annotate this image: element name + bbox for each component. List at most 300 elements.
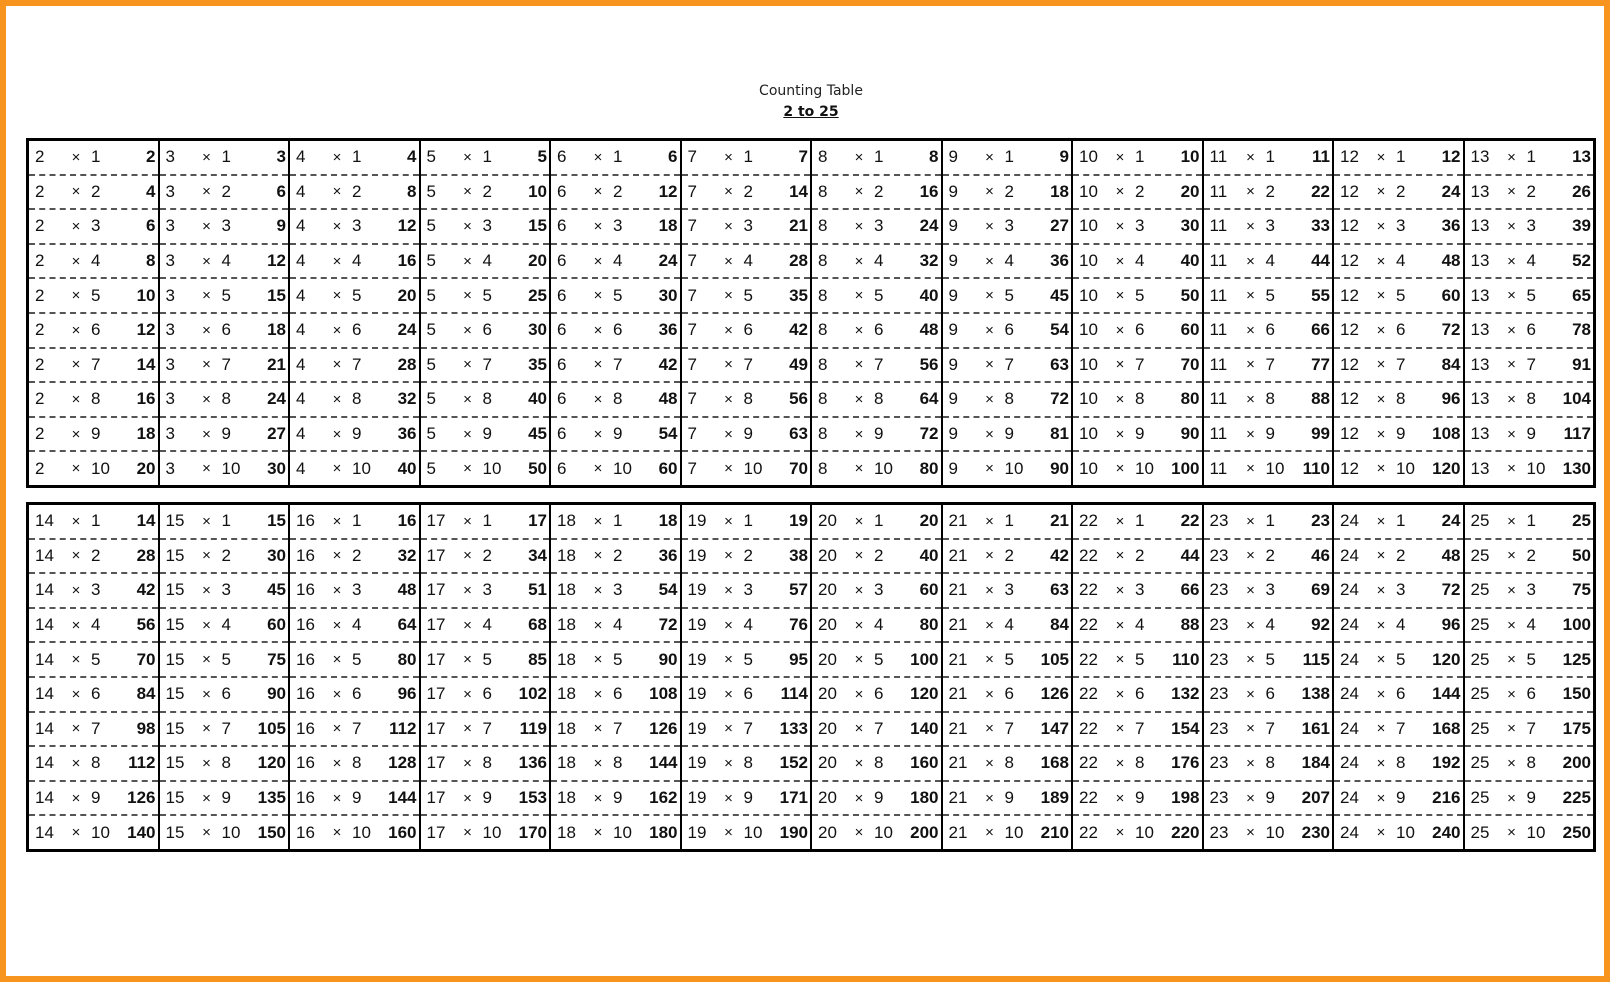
multiply-sign: × — [202, 720, 211, 738]
multiplier: 10 — [743, 458, 763, 478]
table-row — [812, 349, 941, 384]
table-row — [943, 210, 1072, 245]
multiplicand: 6 — [557, 216, 567, 236]
product: 48 — [919, 320, 939, 340]
table-row — [421, 678, 550, 713]
multiplicand: 17 — [426, 684, 446, 704]
product: 18 — [136, 424, 156, 444]
multiplicand: 20 — [818, 788, 837, 808]
multiplier: 2 — [482, 545, 492, 565]
product: 98 — [136, 718, 156, 738]
table-row — [943, 713, 1072, 748]
multiply-sign: × — [1115, 217, 1125, 235]
multiplicand: 17 — [426, 788, 446, 808]
multiplier: 6 — [1135, 684, 1145, 704]
table-row — [1465, 782, 1594, 817]
product: 48 — [1441, 545, 1461, 565]
table-row — [551, 540, 680, 575]
product: 5 — [537, 147, 547, 167]
multiplier: 6 — [482, 320, 492, 340]
multiplicand: 23 — [1209, 684, 1229, 704]
product: 20 — [1180, 181, 1200, 201]
product: 176 — [1171, 753, 1200, 773]
multiplier: 2 — [874, 545, 884, 565]
product: 32 — [397, 545, 417, 565]
product: 3 — [276, 147, 286, 167]
table-row — [943, 279, 1072, 314]
multiplier: 7 — [1004, 718, 1014, 738]
product: 120 — [1432, 649, 1461, 669]
multiplier: 4 — [482, 615, 492, 635]
multiply-sign: × — [1115, 789, 1125, 807]
multiply-sign: × — [1376, 685, 1386, 703]
multiplier: 9 — [1396, 424, 1406, 444]
multiplicand: 15 — [165, 649, 185, 669]
table-row — [421, 210, 550, 245]
multiply-sign: × — [854, 720, 864, 738]
multiplier: 9 — [1004, 788, 1014, 808]
product: 36 — [658, 320, 678, 340]
multiplicand: 13 — [1470, 181, 1490, 201]
multiplicand: 10 — [1079, 389, 1098, 409]
multiply-sign: × — [854, 547, 864, 565]
multiplier: 1 — [1396, 147, 1406, 167]
multiplicand: 9 — [948, 251, 958, 271]
multiplicand: 19 — [687, 615, 707, 635]
table-column-13 — [1465, 141, 1594, 485]
multiply-sign: × — [593, 581, 603, 599]
multiply-sign: × — [854, 252, 864, 270]
multiplier: 5 — [352, 285, 362, 305]
multiply-sign: × — [854, 789, 864, 807]
multiplicand: 11 — [1209, 285, 1228, 305]
table-row — [1073, 816, 1202, 849]
multiplier: 6 — [1004, 684, 1014, 704]
multiply-sign: × — [1246, 720, 1255, 738]
multiply-sign: × — [854, 183, 864, 201]
multiplicand: 25 — [1470, 684, 1490, 704]
product: 24 — [1441, 181, 1461, 201]
product: 30 — [1180, 216, 1200, 236]
multiply-sign: × — [463, 616, 472, 634]
multiplier: 9 — [874, 424, 884, 444]
product: 90 — [1180, 424, 1200, 444]
multiplier: 1 — [1135, 147, 1145, 167]
multiply-sign: × — [332, 512, 342, 530]
multiplier: 8 — [1135, 389, 1145, 409]
multiplicand: 3 — [165, 251, 175, 271]
product: 90 — [658, 649, 678, 669]
multiply-sign: × — [71, 460, 81, 478]
multiplier: 7 — [1004, 354, 1014, 374]
product: 20 — [136, 458, 156, 478]
product: 32 — [919, 251, 939, 271]
multiply-sign: × — [985, 252, 994, 270]
table-row — [812, 574, 941, 609]
multiplier: 9 — [91, 788, 101, 808]
table-row — [421, 713, 550, 748]
multiplier: 8 — [613, 389, 623, 409]
table-row — [1334, 418, 1463, 453]
multiplicand: 24 — [1340, 684, 1359, 704]
table-row — [1465, 279, 1594, 314]
multiplier: 3 — [221, 216, 231, 236]
multiplicand: 9 — [948, 424, 958, 444]
multiplier: 9 — [613, 788, 623, 808]
product: 112 — [389, 718, 417, 738]
multiply-sign: × — [593, 252, 603, 270]
multiplicand: 4 — [296, 354, 306, 374]
table-row — [551, 314, 680, 349]
multiplier: 4 — [874, 251, 884, 271]
multiplier: 10 — [1396, 458, 1415, 478]
multiply-sign: × — [1246, 754, 1255, 772]
multiplier: 9 — [1004, 424, 1014, 444]
multiplier: 5 — [613, 649, 623, 669]
table-row — [812, 643, 941, 678]
product: 26 — [1572, 181, 1591, 201]
product: 72 — [1441, 580, 1461, 600]
product: 92 — [1311, 615, 1330, 635]
product: 6 — [668, 147, 678, 167]
table-row — [682, 141, 811, 176]
multiplicand: 20 — [818, 511, 837, 531]
multiplier: 4 — [743, 615, 753, 635]
multiplier: 10 — [352, 458, 371, 478]
multiply-sign: × — [1507, 824, 1516, 842]
table-row — [682, 643, 811, 678]
product: 22 — [1311, 181, 1330, 201]
multiply-sign: × — [593, 685, 603, 703]
multiply-sign: × — [854, 390, 864, 408]
multiply-sign: × — [985, 460, 994, 478]
multiplicand: 3 — [165, 216, 175, 236]
table-row — [160, 574, 289, 609]
table-row — [421, 782, 550, 817]
product: 30 — [267, 458, 286, 478]
table-row — [812, 782, 941, 817]
table-row — [29, 314, 158, 349]
multiplicand: 9 — [948, 216, 958, 236]
table-row — [29, 540, 158, 575]
product: 126 — [1040, 684, 1069, 704]
product: 69 — [1311, 580, 1330, 600]
multiplicand: 10 — [1079, 181, 1098, 201]
table-row — [551, 383, 680, 418]
multiplicand: 13 — [1470, 216, 1490, 236]
multiplier: 3 — [1135, 580, 1145, 600]
multiply-sign: × — [332, 321, 342, 339]
table-row — [1334, 383, 1463, 418]
product: 15 — [267, 511, 286, 531]
multiply-sign: × — [1246, 321, 1255, 339]
table-row — [682, 452, 811, 485]
multiply-sign: × — [463, 287, 472, 305]
multiplicand: 16 — [296, 684, 315, 704]
multiply-sign: × — [1115, 616, 1125, 634]
multiplier: 8 — [1004, 389, 1014, 409]
multiplier: 3 — [1265, 216, 1275, 236]
multiply-sign: × — [1376, 754, 1386, 772]
multiplier: 4 — [1526, 251, 1536, 271]
table-row — [682, 418, 811, 453]
product: 45 — [528, 424, 547, 444]
table-row — [1465, 141, 1594, 176]
multiplicand: 24 — [1340, 649, 1359, 669]
multiplier: 7 — [91, 718, 101, 738]
table-row — [1334, 210, 1463, 245]
multiplicand: 3 — [165, 389, 175, 409]
multiplier: 3 — [743, 216, 753, 236]
table-row — [1073, 540, 1202, 575]
table-column-9 — [943, 141, 1074, 485]
multiplicand: 16 — [296, 615, 315, 635]
multiplier: 8 — [352, 753, 362, 773]
multiply-sign: × — [985, 720, 994, 738]
multiplier: 9 — [221, 788, 231, 808]
multiplicand: 16 — [296, 545, 315, 565]
multiplier: 3 — [352, 580, 362, 600]
table-row — [29, 349, 158, 384]
table-row — [421, 540, 550, 575]
multiply-sign: × — [463, 651, 472, 669]
table-row — [551, 609, 680, 644]
multiplier: 2 — [1004, 545, 1014, 565]
multiplicand: 21 — [948, 511, 968, 531]
multiplier: 1 — [874, 147, 884, 167]
table-row — [1073, 747, 1202, 782]
multiplicand: 25 — [1470, 822, 1490, 842]
multiply-sign: × — [463, 217, 472, 235]
multiplicand: 25 — [1470, 580, 1490, 600]
multiplier: 6 — [613, 320, 623, 340]
multiplicand: 18 — [557, 718, 576, 738]
multiply-sign: × — [854, 287, 864, 305]
table-row — [1465, 678, 1594, 713]
table-row — [29, 574, 158, 609]
multiplier: 4 — [1396, 251, 1406, 271]
table-row — [29, 609, 158, 644]
product: 24 — [658, 251, 678, 271]
table-row — [421, 505, 550, 540]
product: 18 — [267, 320, 286, 340]
multiplicand: 24 — [1340, 788, 1359, 808]
multiplicand: 15 — [165, 753, 185, 773]
multiplicand: 5 — [426, 285, 436, 305]
product: 7 — [798, 147, 808, 167]
multiplicand: 20 — [818, 615, 837, 635]
table-row — [160, 314, 289, 349]
multiply-sign: × — [724, 789, 733, 807]
multiplicand: 7 — [687, 181, 697, 201]
product: 33 — [1311, 216, 1330, 236]
multiply-sign: × — [593, 789, 603, 807]
multiplier: 1 — [1526, 147, 1536, 167]
multiplier: 1 — [352, 147, 362, 167]
multiplier: 5 — [874, 649, 884, 669]
multiplicand: 9 — [948, 354, 958, 374]
multiplier: 3 — [91, 580, 101, 600]
multiplier: 4 — [743, 251, 753, 271]
table-column-4 — [290, 141, 421, 485]
multiply-sign: × — [593, 356, 603, 374]
table-row — [1465, 210, 1594, 245]
multiplicand: 13 — [1470, 389, 1490, 409]
multiply-sign: × — [593, 321, 603, 339]
multiplicand: 7 — [687, 354, 697, 374]
multiplier: 6 — [352, 320, 362, 340]
multiply-sign: × — [1376, 252, 1386, 270]
product: 114 — [780, 684, 808, 704]
multiply-sign: × — [332, 148, 342, 166]
multiply-sign: × — [71, 547, 81, 565]
multiplier: 5 — [1265, 285, 1275, 305]
multiplier: 8 — [613, 753, 623, 773]
product: 10 — [1180, 147, 1200, 167]
multiply-sign: × — [463, 425, 472, 443]
multiplicand: 24 — [1340, 580, 1359, 600]
multiplier: 6 — [1265, 320, 1275, 340]
product: 72 — [1050, 389, 1069, 409]
table-row — [682, 176, 811, 211]
table-row — [29, 505, 158, 540]
multiply-sign: × — [724, 390, 733, 408]
table-row — [160, 643, 289, 678]
multiply-sign: × — [854, 512, 864, 530]
multiplier: 3 — [1135, 216, 1145, 236]
multiplicand: 16 — [296, 580, 315, 600]
multiplicand: 5 — [426, 181, 436, 201]
multiply-sign: × — [332, 720, 342, 738]
multiply-sign: × — [724, 425, 733, 443]
multiplicand: 2 — [35, 389, 45, 409]
table-row — [943, 418, 1072, 453]
multiplicand: 7 — [687, 285, 697, 305]
multiplier: 6 — [613, 684, 623, 704]
multiplicand: 25 — [1470, 788, 1490, 808]
product: 128 — [388, 753, 417, 773]
document-title: Counting Table — [759, 83, 863, 99]
multiply-sign: × — [1376, 720, 1386, 738]
multiply-sign: × — [1507, 651, 1516, 669]
table-row — [812, 141, 941, 176]
multiplicand: 12 — [1340, 320, 1359, 340]
multiplicand: 24 — [1340, 822, 1359, 842]
multiply-sign: × — [463, 581, 472, 599]
multiplicand: 9 — [948, 181, 958, 201]
multiplier: 10 — [1265, 458, 1285, 478]
multiply-sign: × — [1507, 685, 1516, 703]
multiplicand: 10 — [1079, 320, 1098, 340]
table-row — [1204, 210, 1333, 245]
multiplicand: 5 — [426, 147, 436, 167]
multiplier: 2 — [221, 181, 231, 201]
table-row — [551, 643, 680, 678]
table-row — [421, 747, 550, 782]
table-row — [1073, 279, 1202, 314]
table-row — [1204, 383, 1333, 418]
multiplicand: 16 — [296, 511, 315, 531]
product: 130 — [1562, 458, 1591, 478]
multiply-sign: × — [724, 651, 733, 669]
multiplicand: 14 — [35, 615, 54, 635]
table-row — [290, 609, 419, 644]
product: 70 — [136, 649, 156, 669]
multiplier: 9 — [1526, 424, 1536, 444]
multiply-sign: × — [463, 321, 472, 339]
multiply-sign: × — [71, 754, 81, 772]
multiply-sign: × — [202, 460, 211, 478]
product: 140 — [910, 718, 939, 738]
product: 168 — [1432, 718, 1461, 738]
table-row — [1204, 245, 1333, 280]
multiplicand: 7 — [687, 251, 697, 271]
product: 40 — [397, 458, 417, 478]
multiplier: 5 — [1396, 285, 1406, 305]
table-row — [1334, 349, 1463, 384]
product: 250 — [1562, 822, 1591, 842]
multiplicand: 16 — [296, 753, 315, 773]
product: 78 — [1572, 320, 1591, 340]
multiplier: 2 — [1526, 181, 1536, 201]
multiplicand: 15 — [165, 511, 185, 531]
table-row — [682, 747, 811, 782]
table-column-12 — [1334, 141, 1465, 485]
multiplier: 9 — [482, 788, 492, 808]
multiply-sign: × — [1246, 287, 1255, 305]
product: 30 — [528, 320, 547, 340]
multiply-sign: × — [724, 252, 733, 270]
product: 16 — [919, 181, 939, 201]
product: 28 — [397, 354, 417, 374]
multiplicand: 18 — [557, 580, 576, 600]
multiplier: 8 — [743, 753, 753, 773]
multiply-sign: × — [1115, 754, 1125, 772]
multiplicand: 16 — [296, 649, 315, 669]
multiplier: 4 — [1004, 251, 1014, 271]
multiplier: 3 — [221, 580, 231, 600]
product: 12 — [136, 320, 156, 340]
multiplier: 10 — [1265, 822, 1285, 842]
product: 13 — [1572, 147, 1591, 167]
product: 45 — [267, 580, 286, 600]
product: 12 — [658, 181, 678, 201]
multiplicand: 20 — [818, 545, 837, 565]
multiplicand: 8 — [818, 389, 828, 409]
multiplier: 5 — [1004, 649, 1014, 669]
product: 27 — [267, 424, 286, 444]
multiplicand: 4 — [296, 458, 306, 478]
multiplier: 2 — [91, 181, 101, 201]
multiplier: 6 — [1526, 684, 1536, 704]
multiplier: 5 — [91, 285, 101, 305]
multiplier: 10 — [221, 458, 241, 478]
table-row — [29, 713, 158, 748]
multiply-sign: × — [1246, 824, 1255, 842]
multiply-sign: × — [985, 425, 994, 443]
table-row — [29, 141, 158, 176]
multiply-sign: × — [463, 183, 472, 201]
multiplier: 10 — [1135, 458, 1154, 478]
table-row — [160, 176, 289, 211]
multiplicand: 15 — [165, 580, 185, 600]
table-row — [421, 383, 550, 418]
multiplicand: 14 — [35, 545, 54, 565]
table-row — [1465, 643, 1594, 678]
multiply-sign: × — [332, 217, 342, 235]
table-row — [1334, 505, 1463, 540]
table-row — [421, 574, 550, 609]
